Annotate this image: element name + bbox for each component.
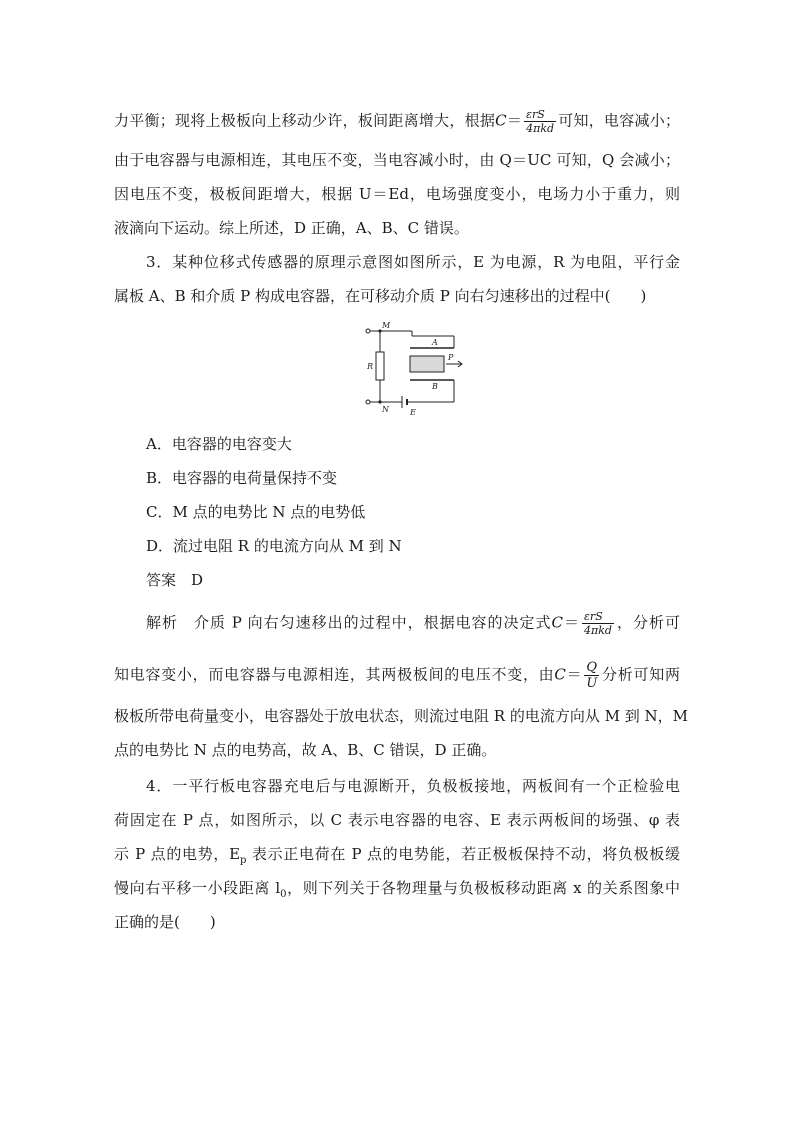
text: 示 P 点的电势，E bbox=[114, 845, 241, 863]
capacitance-fraction bbox=[524, 108, 556, 135]
fraction-numerator: Q bbox=[584, 660, 599, 676]
q3-explain-line2: 知电容变小，而电容器与电源相连，其两极板间的电压不变，由C＝ $\frac{Q}{U}$ 分析可知两 bbox=[114, 660, 680, 691]
q3-explain-line1: 解析 介质 P 向右匀速移出的过程中，根据电容的决定式C＝ $\frac{\text{εrS}}{\text{4πkd}}$ ，分析可 bbox=[146, 610, 680, 637]
q4-line4 bbox=[114, 878, 680, 905]
q3-option-c: C．M 点的电势比 N 点的电势低 bbox=[146, 503, 366, 521]
subscript: p bbox=[240, 855, 247, 866]
para1-line2: 由于电容器与电源相连，其电压不变，当电容减小时，由 Q＝UC 可知，Q 会减小； bbox=[114, 151, 680, 169]
label-m: M bbox=[382, 321, 391, 330]
text: 慢向右平移一小段距离 l bbox=[114, 879, 281, 897]
label-e: E bbox=[410, 408, 416, 417]
text: 介质 P 向右匀速移出的过程中，根据电容的决定式 bbox=[194, 613, 552, 632]
q3-stem-line2: 属板 A、B 和介质 P 构成电容器，在可移动介质 P 向右匀速移出的过程中( ) bbox=[114, 287, 647, 305]
explain-label: 解析 bbox=[146, 613, 178, 632]
capacitance-fraction bbox=[582, 610, 614, 637]
sensor-circuit-diagram bbox=[360, 318, 470, 418]
label-a: A bbox=[432, 338, 438, 347]
q3-explain-line4: 点的电势比 N 点的电势高，故 A、B、C 错误，D 正确。 bbox=[114, 741, 497, 759]
terminal-m-dot bbox=[366, 329, 370, 333]
q3-answer bbox=[146, 570, 680, 590]
fraction-denominator: 4πkd bbox=[584, 624, 612, 637]
text: 可知，电容减小； bbox=[558, 111, 680, 130]
text: 力平衡；现将上极板向上移动少许，板间距离增大，根据 bbox=[114, 111, 496, 130]
label-p: P bbox=[448, 353, 454, 362]
label-b: B bbox=[432, 382, 438, 391]
para1-line3: 因电压不变，极板间距增大，根据 U＝Ed，电场强度变小，电场力小于重力，则 bbox=[114, 185, 680, 203]
answer-value: D bbox=[191, 571, 204, 589]
q3-explain-line3: 极板所带电荷量变小，电容器处于放电状态，则流过电阻 R 的电流方向从 M 到 N，M bbox=[114, 707, 688, 725]
text: C bbox=[495, 111, 507, 130]
text: 分析可知两 bbox=[601, 665, 680, 684]
answer-label: 答案 bbox=[146, 571, 177, 589]
q-over-u-fraction bbox=[584, 660, 599, 691]
text: ＝ bbox=[506, 111, 523, 130]
label-n: N bbox=[382, 405, 389, 414]
q3-stem-line1: 3．某种位移式传感器的原理示意图如图所示，E 为电源，R 为电阻，平行金 bbox=[146, 253, 680, 271]
q3-option-d: D．流过电阻 R 的电流方向从 M 到 N bbox=[146, 537, 402, 555]
fraction-numerator: εrS bbox=[524, 108, 556, 122]
q4-line2: 荷固定在 P 点，如图所示，以 C 表示电容器的电容、E 表示两板间的场强、φ 表 bbox=[114, 811, 680, 829]
label-r: R bbox=[367, 362, 374, 371]
q4-line5: 正确的是( ) bbox=[114, 913, 216, 931]
q4-line1: 4．一平行板电容器充电后与电源断开，负极板接地，两板间有一个正检验电 bbox=[146, 777, 680, 795]
text: ，分析可 bbox=[615, 613, 680, 632]
fraction-numerator: εrS bbox=[582, 610, 614, 624]
fraction-denominator: 4πkd bbox=[526, 122, 555, 135]
subscript: 0 bbox=[280, 889, 287, 900]
q3-option-a: A．电容器的电容变大 bbox=[146, 435, 292, 453]
q3-option-b: B．电容器的电荷量保持不变 bbox=[146, 469, 338, 487]
terminal-n-dot bbox=[366, 400, 370, 404]
text: 表示正电荷在 P 点的电势能，若正极板保持不动，将负极板缓 bbox=[246, 845, 680, 863]
text: ，则下列关于各物理量与负极板移动距离 x 的关系图象中 bbox=[286, 879, 680, 897]
para1-line1 bbox=[114, 108, 680, 135]
fraction-denominator: U bbox=[586, 676, 598, 691]
text: 知电容变小，而电容器与电源相连，其两极板间的电压不变，由 bbox=[114, 665, 555, 684]
para1-line4: 液滴向下运动。综上所述，D 正确，A、B、C 错误。 bbox=[114, 219, 469, 237]
q4-line3 bbox=[114, 844, 680, 871]
